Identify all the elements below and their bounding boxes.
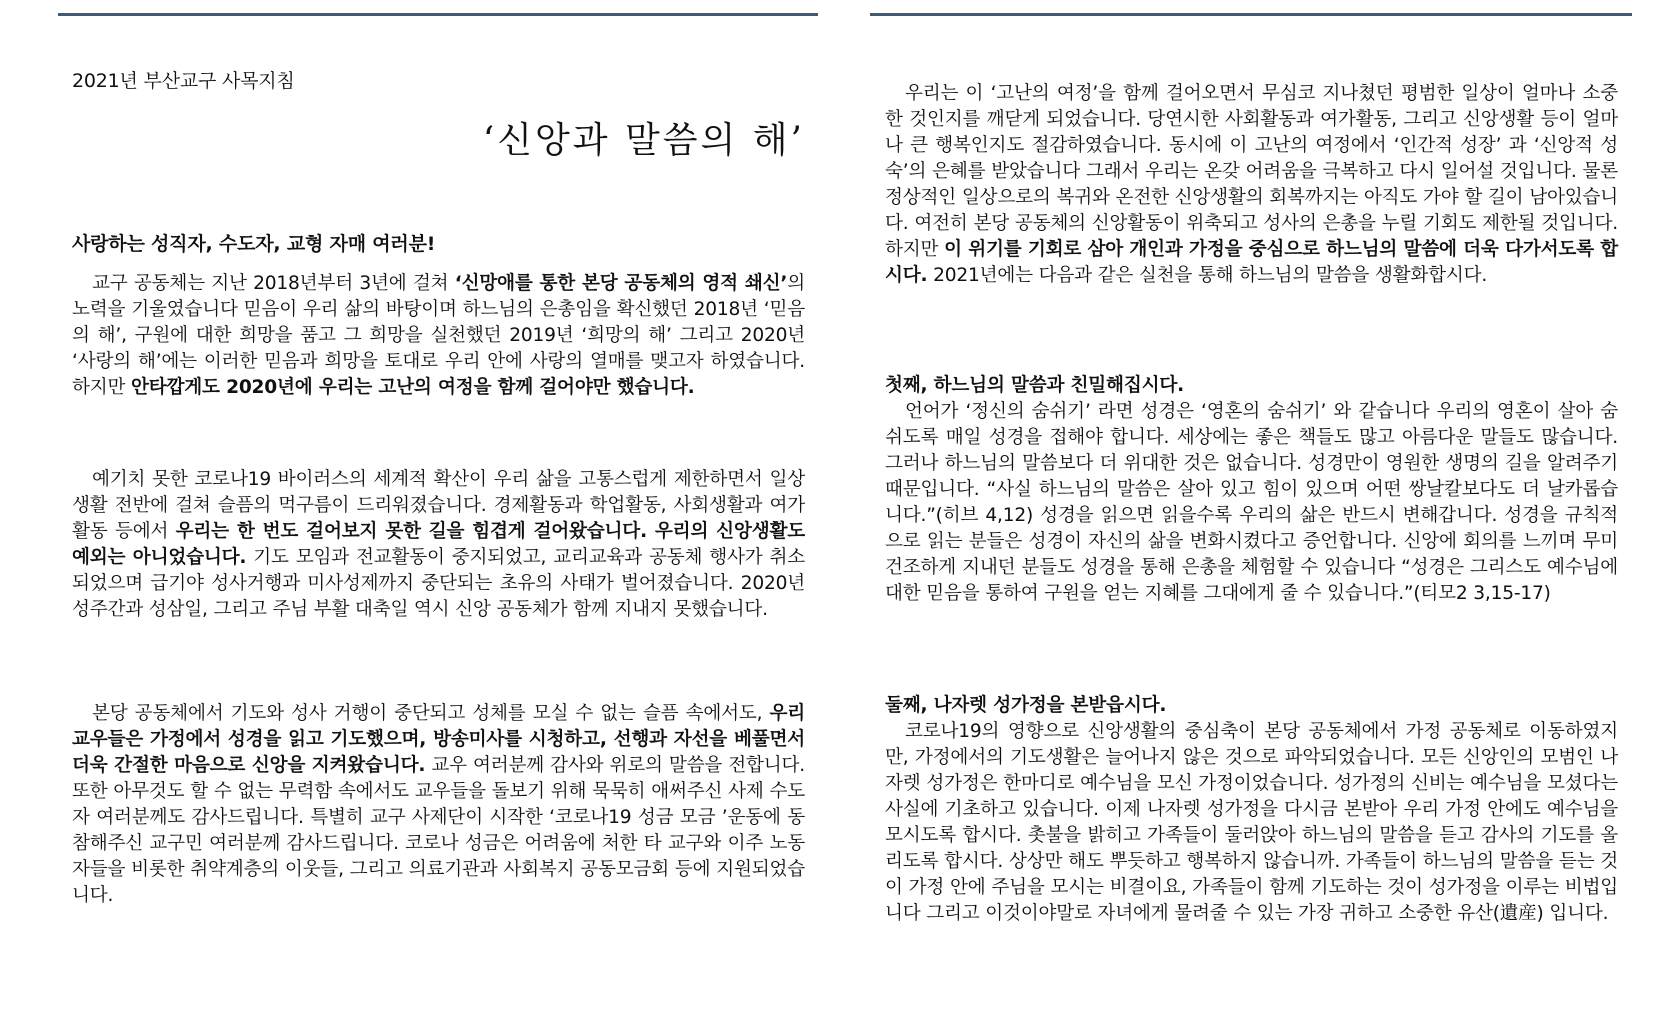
emphasis-text: 우리 교우들은 가정에서 성경을 읽고 기도했으며, 방송미사를 시청하고, 선행과 자선을 베풀면서 더욱 간절한 마음으로 신앙을 지켜왔습니다.	[72, 703, 805, 776]
section-second	[885, 693, 1618, 927]
emphasis-text: ‘신망애를 통한 본당 공동체의 영적 쇄신’	[454, 273, 788, 294]
section-title: 첫째, 하느님의 말씀과 친밀해집시다.	[885, 375, 1184, 396]
main-title: ‘신앙과 말씀의 해’	[482, 120, 805, 161]
section-first	[885, 373, 1618, 607]
paragraph-reflection: 우리는 이 ‘고난의 여정’을 함께 걸어오면서 무심코 지나쳤던 평범한 일상이 얼마나 소중한 것인지를 깨닫게 되었습니다. 당연시한 사회활동과 여가활동, 그리고 신앙생활 등이 얼마나 큰 행복인지도 절감하였습니다. 동시에 이 고난의 여정에서 ‘인간적 성장’ 과 ‘신앙적 성숙’의 은혜를 받았습니다 그래서 우리는 온갖 어려움을 극복하고 다시 일어설 것입니다. 물론 정상적인 일상으로의 복귀와 온전한 신앙생활의 회복까지는 아직도 가야 할 길이 남아있습니다. 여전히 본당 공동체의 신앙활동이 위축되고 성사의 은총을 누릴 기회도 제한될 것입니다. 하지만 이 위기를 기회로 삼아 개인과 가정을 중심으로 하느님의 말씀에 더욱 다가서도록 합시다. 2021년에는 다음과 같은 실천을 통해 하느님의 말씀을 생활화합시다.	[885, 83, 1618, 286]
section-title: 둘째, 나자렛 성가정을 본받읍시다.	[885, 695, 1167, 716]
document-heading: 2021년 부산교구 사목지침	[72, 70, 295, 92]
top-rule-right	[870, 13, 1632, 16]
emphasis-text: 이 위기를 기회로 삼아 개인과 가정을 중심으로 하느님의 말씀에 더욱 다가서도록 합시다.	[885, 239, 1618, 286]
section-text: 언어가 ‘정신의 숨쉬기’ 라면 성경은 ‘영혼의 숨쉬기’ 와 같습니다 우리의 영혼이 살아 숨쉬도록 매일 성경을 접해야 합니다. 세상에는 좋은 책들도 많고 아름다운 말들도 많습니다. 그러나 하느님의 말씀보다 더 위대한 것은 없습니다. 성경만이 영원한 생명의 길을 알려주기 때문입니다. “사실 하느님의 말씀은 살아 있고 힘이 있으며 어떤 쌍날칼보다도 더 날카롭습니다.”(히브 4,12) 성경을 읽으면 읽을수록 우리의 삶은 반드시 변해갑니다. 성경을 규칙적으로 읽는 분들은 성경이 자신의 삶을 변화시켰다고 증언합니다. 신앙에 회의를 느끼며 무미건조하게 지내던 분들도 성경을 통해 은총을 체험할 수 있습니다 “성경은 그리스도 예수님에 대한 믿음을 통하여 구원을 얻는 지혜를 그대에게 줄 수 있습니다.”(티모2 3,15-17)	[885, 401, 1618, 604]
emphasis-text: 우리는 한 번도 걸어보지 못한 길을 힘겹게 걸어왔습니다. 우리의 신앙생활도 예외는 아니었습니다.	[72, 521, 805, 568]
paragraph-thanks: 본당 공동체에서 기도와 성사 거행이 중단되고 성체를 모실 수 없는 슬픔 속에서도, 우리 교우들은 가정에서 성경을 읽고 기도했으며, 방송미사를 시청하고, 선행과 자선을 베풀면서 더욱 간절한 마음으로 신앙을 지켜왔습니다. 교우 여러분께 감사와 위로의 말씀을 전합니다. 또한 아무것도 할 수 없는 무력함 속에서도 교우들을 돌보기 위해 묵묵히 애써주신 사제 수도자 여러분께도 감사드립니다. 특별히 교구 사제단이 시작한 ‘코로나19 성금 모금 ’운동에 동참해주신 교구민 여러분께 감사드립니다. 코로나 성금은 어려움에 처한 타 교구와 이주 노동자들을 비롯한 취약계층의 이웃들, 그리고 의료기관과 사회복지 공동모금회 등에 지원되었습니다.	[72, 703, 805, 906]
section-text: 코로나19의 영향으로 신앙생활의 중심축이 본당 공동체에서 가정 공동체로 이동하였지만, 가정에서의 기도생활은 늘어나지 않은 것으로 파악되었습니다. 모든 신앙인의 모범인 나자렛 성가정은 한마디로 예수님을 모신 가정이었습니다. 성가정의 신비는 예수님을 모셨다는 사실에 기초하고 있습니다. 이제 나자렛 성가정을 다시금 본받아 우리 가정 안에도 예수님을 모시도록 합시다. 촛불을 밝히고 가족들이 둘러앉아 하느님의 말씀을 듣고 감사의 기도를 올리도록 합시다. 상상만 해도 뿌듯하고 행복하지 않습니까. 가족들이 하느님의 말씀을 듣는 것이 가정 안에 주님을 모시는 비결이요, 가족들이 함께 기도하는 것이 성가정을 이루는 비법입니다 그리고 이것이야말로 자녀에게 물려줄 수 있는 가장 귀하고 소중한 유산(遺産) 입니다.	[885, 721, 1618, 924]
paragraph-intro: 교구 공동체는 지난 2018년부터 3년에 걸쳐 ‘신망애를 통한 본당 공동체의 영적 쇄신’의 노력을 기울였습니다 믿음이 우리 삶의 바탕이며 하느님의 은총임을 확신했던 2018년 ‘믿음의 해’, 구원에 대한 희망을 품고 그 희망을 실천했던 2019년 ‘희망의 해’ 그리고 2020년 ‘사랑의 해’에는 이러한 믿음과 희망을 토대로 우리 안에 사랑의 열매를 맺고자 하였습니다. 하지만 안타깝게도 2020년에 우리는 고난의 여정을 함께 걸어야만 했습니다.	[72, 273, 805, 398]
emphasis-text: 안타깝게도 2020년에 우리는 고난의 여정을 함께 걸어야만 했습니다.	[131, 377, 695, 398]
paragraph-covid: 예기치 못한 코로나19 바이러스의 세계적 확산이 우리 삶을 고통스럽게 제한하면서 일상생활 전반에 걸쳐 슬픔의 먹구름이 드리워졌습니다. 경제활동과 학업활동, 사회생활과 여가활동 등에서 우리는 한 번도 걸어보지 못한 길을 힘겹게 걸어왔습니다. 우리의 신앙생활도 예외는 아니었습니다. 기도 모임과 전교활동이 중지되었고, 교리교육과 공동체 행사가 취소되었으며 급기야 성사거행과 미사성제까지 중단되는 초유의 사태가 벌어졌습니다. 2020년 성주간과 성삼일, 그리고 주님 부활 대축일 역시 신앙 공동체가 함께 지내지 못했습니다.	[72, 469, 805, 620]
salutation: 사랑하는 성직자, 수도자, 교형 자매 여러분!	[72, 233, 436, 255]
top-rule-left	[58, 13, 818, 16]
